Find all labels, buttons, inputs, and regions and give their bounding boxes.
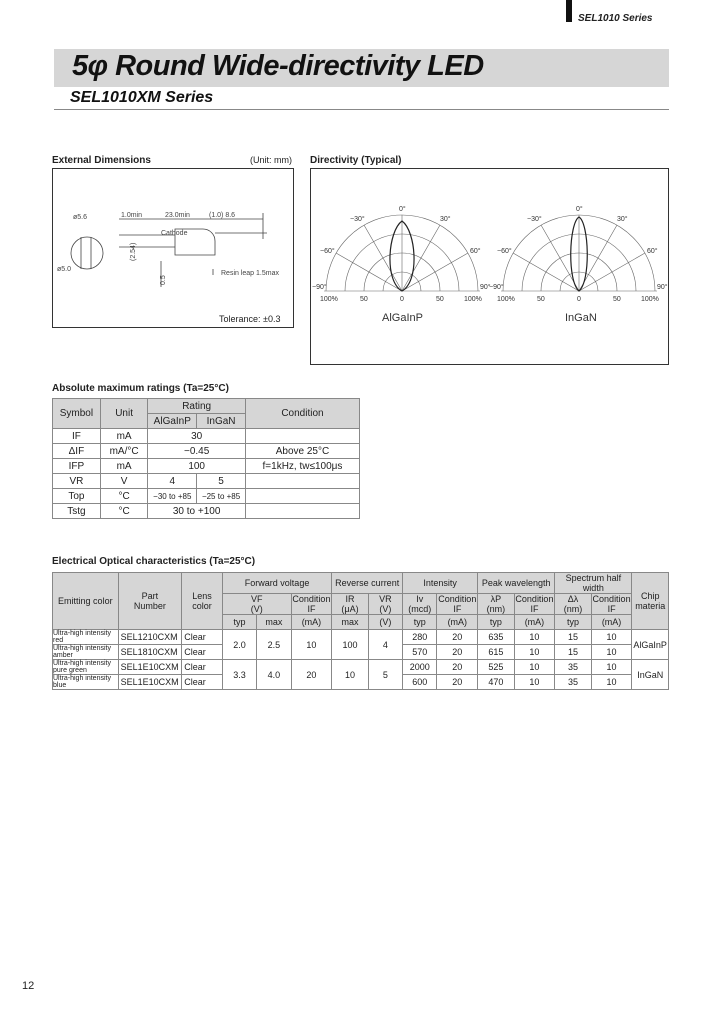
table-row: Ultra-high intensity amber SEL1810CXM Clear 570 20 615 10 15 10 [53,645,669,660]
svg-text:0.5: 0.5 [160,275,167,285]
table-row: IF mA 30 [53,429,360,444]
svg-text:50: 50 [436,296,444,303]
svg-text:30°: 30° [617,216,628,223]
svg-text:0: 0 [400,296,404,303]
table-row: ΔIF mA/°C −0.45 Above 25°C [53,444,360,459]
svg-text:0°: 0° [576,206,583,213]
abs-max-heading: Absolute maximum ratings (Ta=25°C) [52,383,229,394]
dimension-drawing [53,169,293,327]
svg-text:90°: 90° [480,284,491,291]
svg-text:50: 50 [360,296,368,303]
table-row: VR V 4 5 [53,474,360,489]
tolerance-note: Tolerance: ±0.3 [219,314,281,324]
svg-text:−30°: −30° [350,216,365,223]
eo-table: Emitting color Part Number Lens color Forward voltage Reverse current Intensity Peak wavelength Spectrum half width Chip materia VF (V) Condition IF IR (μA) VR (V) Iv (mcd) Condition IF λP (nm) Condition IF Δλ (nm) Condition IF typ max (mA) max (V) typ (mA) typ (mA) typ (mA) Ultra-high intensity red SEL1210CXM Clear 2.0 2.5 10 100 4 280 20 635 10 15 10 AlGaInP Ultra-high intensity amber SEL1810CXM Clear 570 20 615 10 15 10 Ultra-high intensity pure green SEL1E10CXM Clear 3.3 4.0 20 10 5 2000 20 525 10 35 10 InGaN Ultra-high intensity blue SEL1E10CXM Clear 600 20 470 10 35 10 [53,573,667,689]
eo-heading: Electrical Optical characteristics (Ta=25°C) [52,556,256,567]
svg-text:ø5.0: ø5.0 [57,266,72,273]
table-row: Tstg °C 30 to +100 [53,504,360,519]
svg-text:60°: 60° [647,248,658,255]
chart-label-algainp: AlGaInP [382,312,423,324]
divider [54,109,669,110]
polar-chart-left [312,205,491,324]
svg-text:90°: 90° [657,284,668,291]
led-front-view [71,237,103,269]
unit-note: (Unit: mm) [250,155,292,165]
table-row: Ultra-high intensity red SEL1210CXM Clear 2.0 2.5 10 100 4 280 20 635 10 15 10 AlGaInP [53,630,669,645]
table-row: Ultra-high intensity pure green SEL1E10CXM Clear 3.3 4.0 20 10 5 2000 20 525 10 35 10 InGaN [53,660,669,675]
svg-text:ø5.6: ø5.6 [73,214,88,221]
svg-text:(1.0) 8.6: (1.0) 8.6 [209,212,236,219]
abs-max-table: Symbol Unit Rating Condition AlGaInP InGaN IF mA 30 ΔIF mA/°C −0.45 Above 25°C IFP mA 100 f=1kHz, tw≤100μs VR V 4 5 Top °C −30 to +85 −25 to +85 Tstg °C 30 to +100 [52,398,360,519]
svg-text:50: 50 [537,296,545,303]
page-subtitle: SEL1010XM Series [70,89,214,106]
external-dimensions-heading: External Dimensions [52,155,151,166]
svg-text:Resin leap 1.5max: Resin leap 1.5max [221,270,279,277]
svg-text:1.0min: 1.0min [121,212,143,219]
svg-text:0°: 0° [399,206,406,213]
svg-text:−90°: −90° [312,284,327,291]
svg-text:30°: 30° [440,216,451,223]
svg-text:(2.54): (2.54) [130,242,137,261]
svg-text:−90°: −90° [489,284,504,291]
svg-text:60°: 60° [470,248,481,255]
polar-chart-right [489,205,668,324]
table-row: Top °C −30 to +85 −25 to +85 [53,489,360,504]
page-number: 12 [22,980,35,992]
series-label: SEL1010 Series [578,13,653,24]
svg-text:Cathode: Cathode [161,230,188,237]
svg-text:23.0min: 23.0min [165,212,190,219]
svg-text:100%: 100% [320,296,338,303]
table-row: IFP mA 100 f=1kHz, tw≤100μs [53,459,360,474]
directivity-box [310,168,669,365]
svg-text:0: 0 [577,296,581,303]
svg-text:50: 50 [613,296,621,303]
svg-text:100%: 100% [464,296,482,303]
chart-label-ingan: InGaN [565,312,597,324]
table-row: Ultra-high intensity blue SEL1E10CXM Clear 600 20 470 10 35 10 [53,675,669,690]
svg-text:100%: 100% [641,296,659,303]
directivity-heading: Directivity (Typical) [310,155,402,166]
svg-text:−60°: −60° [497,248,512,255]
series-marker [566,0,572,22]
directivity-charts [311,169,668,364]
dimensions-drawing-box [52,168,294,328]
svg-text:−30°: −30° [527,216,542,223]
svg-text:−60°: −60° [320,248,335,255]
svg-text:100%: 100% [497,296,515,303]
page-title: 5φ Round Wide-directivity LED [72,50,484,82]
